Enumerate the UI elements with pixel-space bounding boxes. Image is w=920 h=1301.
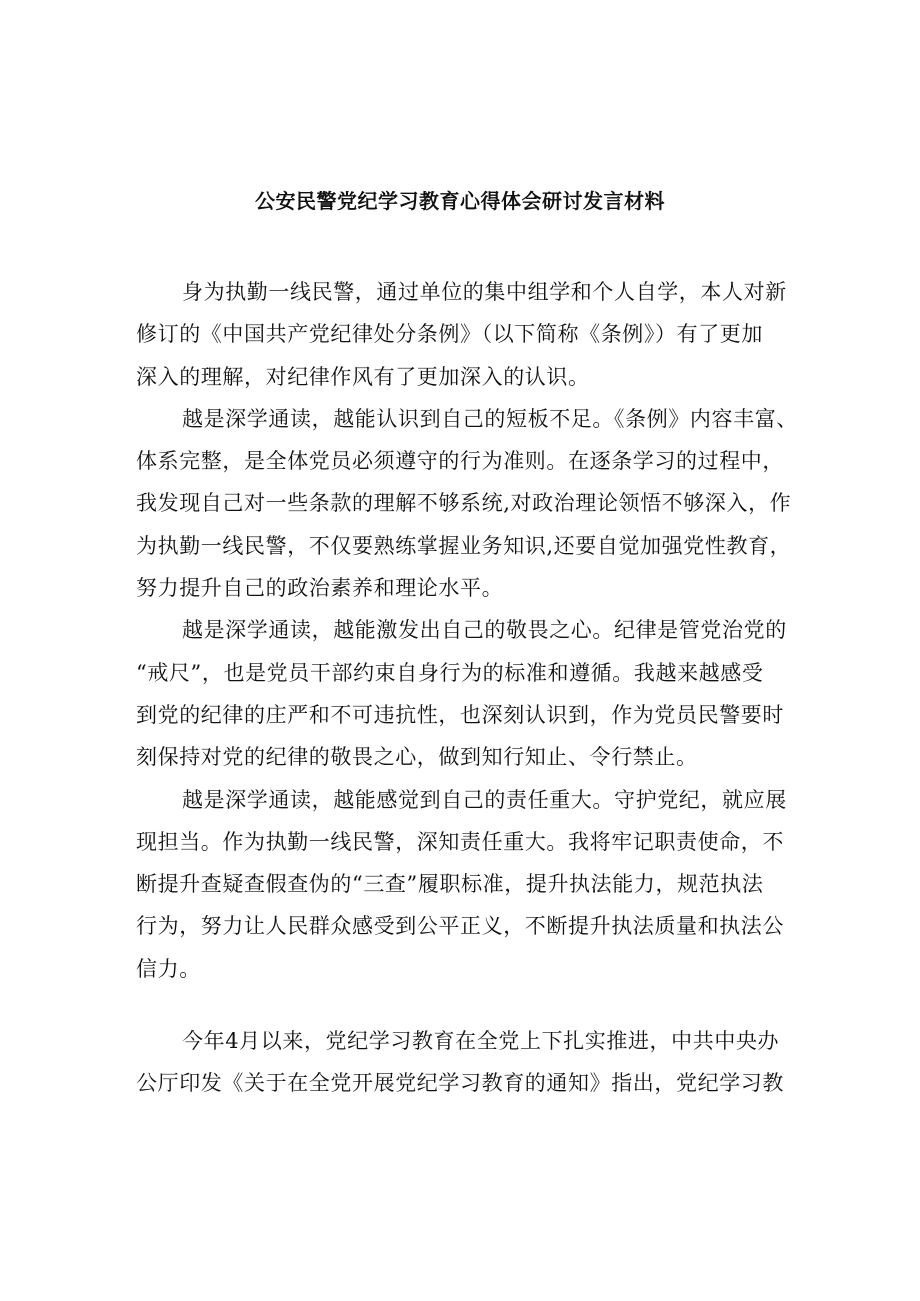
paragraph-line: 努力提升自己的政治素养和理论水平。 (136, 576, 504, 601)
paragraph-line: 刻保持对党的纪律的敬畏之心，做到知行知止、令行禁止。 (136, 745, 698, 770)
paragraph-gap (136, 990, 796, 1020)
paragraph-line: 今年4月以来，党纪学习教育在全党上下扎实推进，中共中央办 (182, 1029, 780, 1054)
document-title: 公安民警党纪学习教育心得体会研讨发言材料 (255, 189, 665, 213)
paragraph-line: 信力。 (136, 956, 201, 981)
paragraph-line: 越是深学通读，越能感觉到自己的责任重大。守护党纪，就应展 (182, 787, 787, 812)
paragraph-line: 为执勤一线民警，不仅要熟练掌握业务知识,还要自觉加强党性教育， (136, 533, 792, 558)
paragraph-line: 体系完整，是全体党员必须遵守的行为准则。在逐条学习的过程中， (136, 449, 784, 474)
paragraph-line: 我发现自己对一些条款的理解不够系统,对政治理论领悟不够深入，作 (136, 491, 792, 516)
paragraph-line: 越是深学通读，越能认识到自己的短板不足。《条例》内容丰富、 (182, 406, 798, 431)
paragraph-line: 断提升查疑查假查伪的“三查”履职标准，提升执法能力，规范执法 (136, 872, 764, 897)
paragraph-line: 公厅印发《关于在全党开展党纪学习教育的通知》指出，党纪学习教 (136, 1071, 784, 1096)
paragraph-line: 身为执勤一线民警，通过单位的集中组学和个人自学，本人对新 (182, 280, 787, 304)
paragraph-line: 深入的理解，对纪律作风有了更加深入的认识。 (136, 364, 590, 389)
paragraph-line: 到党的纪律的庄严和不可违抗性，也深刻认识到，作为党员民警要时 (136, 702, 784, 727)
document-body (136, 271, 796, 1105)
paragraph-line: 越是深学通读，越能激发出自己的敬畏之心。纪律是管党治党的 (182, 618, 787, 643)
paragraph-line: 现担当。作为执勤一线民警，深知责任重大。我将牢记职责使命，不 (136, 829, 784, 854)
paragraph-line: “戒尺”，也是党员干部约束自身行为的标准和遵循。我越来越感受 (136, 660, 764, 685)
paragraph-line: 行为，努力让人民群众感受到公平正义，不断提升执法质量和执法公 (136, 914, 784, 939)
paragraph-line: 修订的《中国共产党纪律处分条例》（以下简称《条例》）有了更加 (136, 322, 763, 347)
